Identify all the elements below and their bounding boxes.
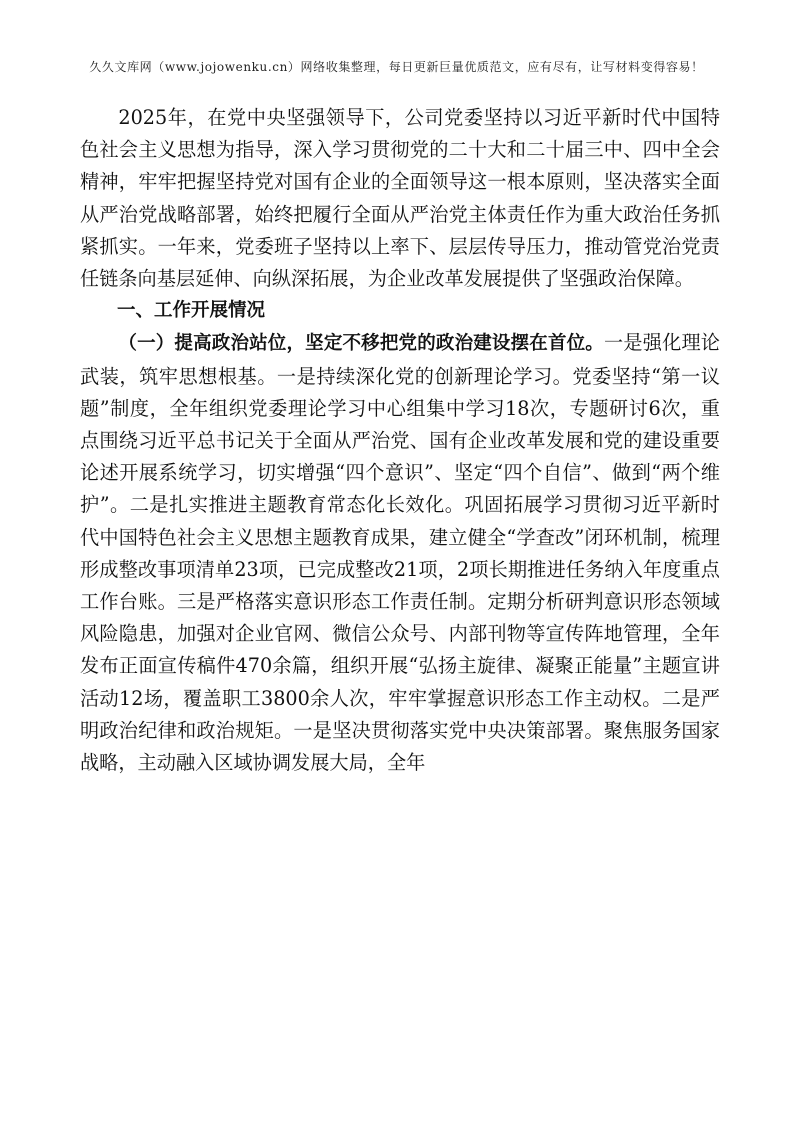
subsection-lead: （一）提高政治站位，坚定不移把党的政治建设摆在首位。 <box>118 333 604 355</box>
subsection-paragraph <box>80 327 720 779</box>
section-heading: 一、工作开展情况 <box>117 300 266 322</box>
source-banner: 久久文库网（www.jojowenku.cn）网络收集整理，每日更新巨量优质范文，应有尽有，让写材料变得容易！ <box>89 60 704 74</box>
document-body <box>80 102 720 779</box>
subsection-body: 一是强化理论武装，筑牢思想根基。一是持续深化党的创新理论学习。党委坚持“第一议题”制度，全年组织党委理论学习中心组集中学习18次，专题研讨6次，重点围绕习近平总书记关于全面从严治党、国有企业改革发展和党的建设重要论述开展系统学习，切实增强“四个意识”、坚定“四个自信”、做到“两个维护”。二是扎实推进主题教育常态化长效化。巩固拓展学习贯彻习近平新时代中国特色社会主义思想主题教育成果，建立健全“学查改”闭环机制，梳理形成整改事项清单23项，已完成整改21项，2项长期推进任务纳入年度重点工作台账。三是严格落实意识形态工作责任制。定期分析研判意识形态领域风险隐患，加强对企业官网、微信公众号、内部刊物等宣传阵地管理，全年发布正面宣传稿件470余篇，组织开展“弘扬主旋律、凝聚正能量”主题宣讲活动12场，覆盖职工3800余人次，牢牢掌握意识形态工作主动权。二是严明政治纪律和政治规矩。一是坚决贯彻落实党中央决策部署。聚焦服务国家战略，主动融入区域协调发展大局，全年 <box>80 331 720 775</box>
intro-paragraph: 2025年，在党中央坚强领导下，公司党委坚持以习近平新时代中国特色社会主义思想为指导，深入学习贯彻党的二十大和二十届三中、四中全会精神，牢牢把握坚持党对国有企业的全面领导这一根本原则，坚决落实全面从严治党战略部署，始终把履行全面从严治党主体责任作为重大政治任务抓紧抓实。一年来，党委班子坚持以上率下、层层传导压力，推动管党治党责任链条向基层延伸、向纵深拓展，为企业改革发展提供了坚强政治保障。 <box>80 106 720 291</box>
